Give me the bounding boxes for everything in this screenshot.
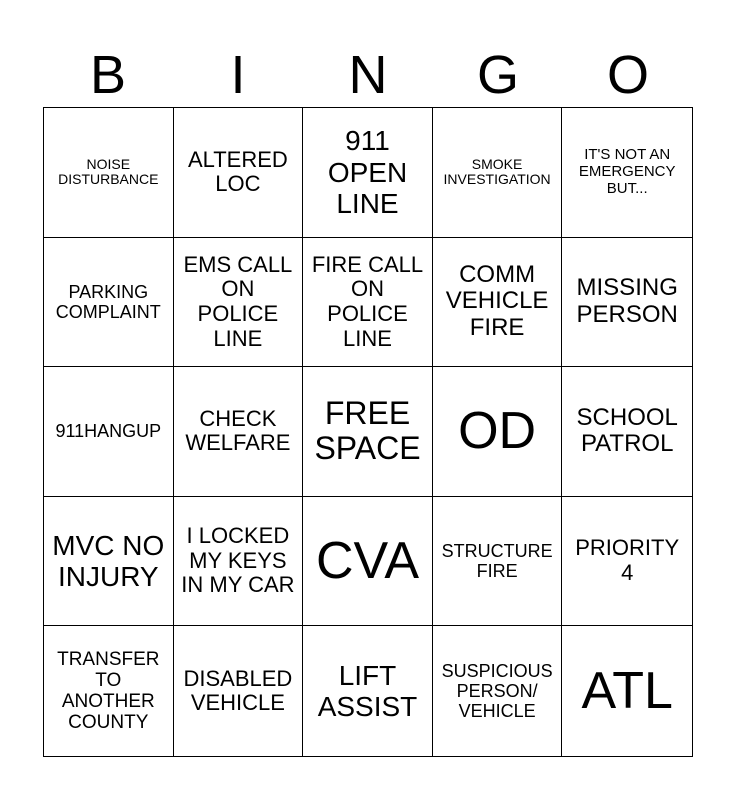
bingo-cell[interactable] xyxy=(303,497,433,627)
cell-label: FIRE CALL ON POLICE LINE xyxy=(311,251,424,351)
cell-label: TRANSFER TO ANOTHER COUNTY xyxy=(57,648,160,734)
cell-label: STRUCTURE FIRE xyxy=(441,540,553,582)
bingo-cell[interactable] xyxy=(433,367,563,497)
bingo-cell[interactable] xyxy=(562,626,692,756)
cell-label: OD xyxy=(458,402,537,461)
cell-label: SMOKE INVESTIGATION xyxy=(443,155,551,188)
bingo-cell[interactable] xyxy=(44,497,174,627)
cell-label: FREE SPACE xyxy=(314,394,421,467)
bingo-cell[interactable] xyxy=(303,238,433,368)
header-letter-o: O xyxy=(606,45,649,105)
bingo-cell[interactable] xyxy=(562,367,692,497)
bingo-board xyxy=(43,107,693,757)
cell-label: DISABLED VEHICLE xyxy=(183,665,293,716)
bingo-cell[interactable] xyxy=(433,497,563,627)
cell-label: ALTERED LOC xyxy=(187,146,288,197)
bingo-cell[interactable] xyxy=(174,367,304,497)
bingo-cell[interactable] xyxy=(44,626,174,756)
cell-label: 911HANGUP xyxy=(55,421,162,442)
cell-label: PRIORITY 4 xyxy=(575,535,680,586)
header-letter-n: N xyxy=(348,45,388,105)
bingo-cell[interactable] xyxy=(433,108,563,238)
cell-label: SUSPICIOUS PERSON/ VEHICLE xyxy=(441,660,553,722)
bingo-cell[interactable] xyxy=(174,238,304,368)
bingo-cell[interactable] xyxy=(44,108,174,238)
header-letter-i: I xyxy=(230,45,246,105)
bingo-cell[interactable] xyxy=(562,497,692,627)
bingo-cell[interactable] xyxy=(303,108,433,238)
cell-label: MISSING PERSON xyxy=(576,274,678,328)
bingo-header xyxy=(43,44,693,106)
cell-label: ATL xyxy=(581,662,673,721)
cell-label: CHECK WELFARE xyxy=(185,405,291,456)
cell-label: CVA xyxy=(315,531,420,590)
cell-label: MVC NO INJURY xyxy=(52,529,165,593)
cell-label: 911 OPEN LINE xyxy=(327,125,408,219)
cell-label: PARKING COMPLAINT xyxy=(55,281,161,322)
cell-label: COMM VEHICLE FIRE xyxy=(445,260,549,342)
cell-label: I LOCKED MY KEYS IN MY CAR xyxy=(181,523,295,598)
bingo-cell-free-space[interactable] xyxy=(303,367,433,497)
cell-label: NOISE DISTURBANCE xyxy=(58,155,159,188)
bingo-cell[interactable] xyxy=(44,238,174,368)
header-letter-b: B xyxy=(89,45,127,105)
bingo-cell[interactable] xyxy=(174,626,304,756)
bingo-cell[interactable] xyxy=(433,626,563,756)
bingo-cell[interactable] xyxy=(174,497,304,627)
bingo-cell[interactable] xyxy=(303,626,433,756)
cell-label: EMS CALL ON POLICE LINE xyxy=(183,251,293,351)
bingo-cell[interactable] xyxy=(562,238,692,368)
bingo-cell[interactable] xyxy=(174,108,304,238)
cell-label: SCHOOL PATROL xyxy=(576,403,678,458)
cell-label: LIFT ASSIST xyxy=(317,659,418,723)
bingo-cell[interactable] xyxy=(433,238,563,368)
header-letter-g: G xyxy=(476,45,519,105)
bingo-cell[interactable] xyxy=(44,367,174,497)
bingo-cell[interactable] xyxy=(562,108,692,238)
cell-label: IT'S NOT AN EMERGENCY BUT... xyxy=(578,146,676,197)
